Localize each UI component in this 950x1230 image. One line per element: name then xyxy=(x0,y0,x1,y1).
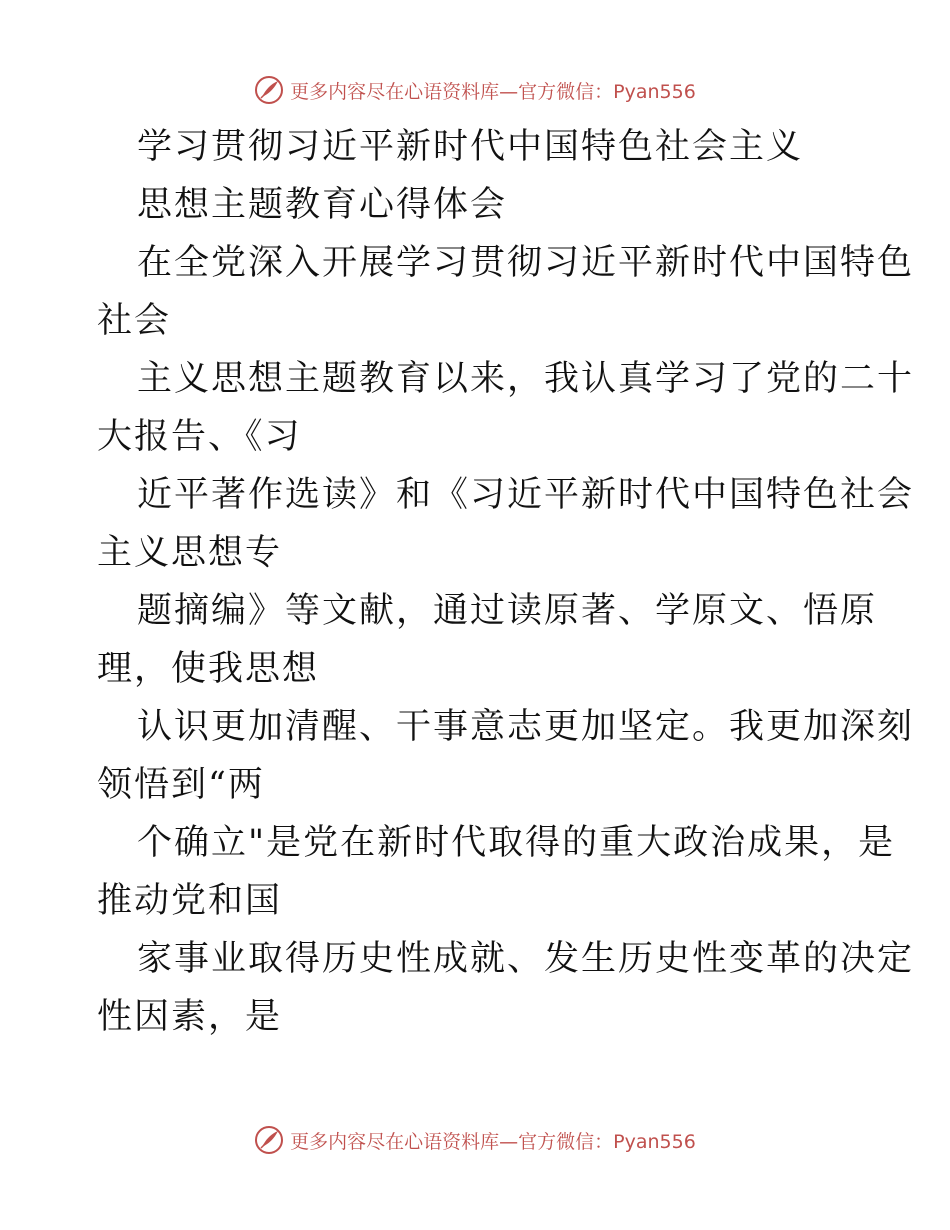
paragraph-line: 推动党和国 xyxy=(97,881,283,921)
paragraph-line: 主义思想主题教育以来，我认真学习了党的二十 xyxy=(137,359,915,399)
paragraph-line: 近平著作选读》和《习近平新时代中国特色社会 xyxy=(137,475,915,515)
paragraph-line: 大报告、《习 xyxy=(97,417,302,457)
paragraph-line: 领悟到“两 xyxy=(97,765,265,805)
feather-pen-logo-icon xyxy=(254,75,284,105)
paragraph-line: 题摘编》等文献，通过读原著、学原文、悟原 xyxy=(137,591,878,631)
paragraph-line: 在全党深入开展学习贯彻习近平新时代中国特色 xyxy=(137,243,915,283)
paragraph-line: 主义思想专 xyxy=(97,533,283,573)
title-line-2: 思想主题教育心得体会 xyxy=(137,185,508,225)
paragraph-line: 认识更加清醒、干事意志更加坚定。我更加深刻 xyxy=(137,707,915,747)
header-watermark xyxy=(0,70,950,110)
paragraph-line: 社会 xyxy=(97,301,172,341)
feather-pen-logo-icon xyxy=(254,1125,284,1155)
paragraph-line: 理，使我思想 xyxy=(97,649,320,689)
footer-watermark xyxy=(0,1120,950,1160)
paragraph-line: 家事业取得历史性成就、发生历史性变革的决定 xyxy=(137,939,915,979)
footer-watermark-text: 更多内容尽在心语资料库—官方微信：Pyan556 xyxy=(290,1130,696,1153)
header-watermark-text: 更多内容尽在心语资料库—官方微信：Pyan556 xyxy=(290,80,696,103)
document-body xyxy=(97,118,915,1046)
title-line-1: 学习贯彻习近平新时代中国特色社会主义 xyxy=(137,127,804,167)
paragraph-line: 个确立"是党在新时代取得的重大政治成果，是 xyxy=(137,823,896,863)
paragraph-line: 性因素，是 xyxy=(97,997,283,1037)
